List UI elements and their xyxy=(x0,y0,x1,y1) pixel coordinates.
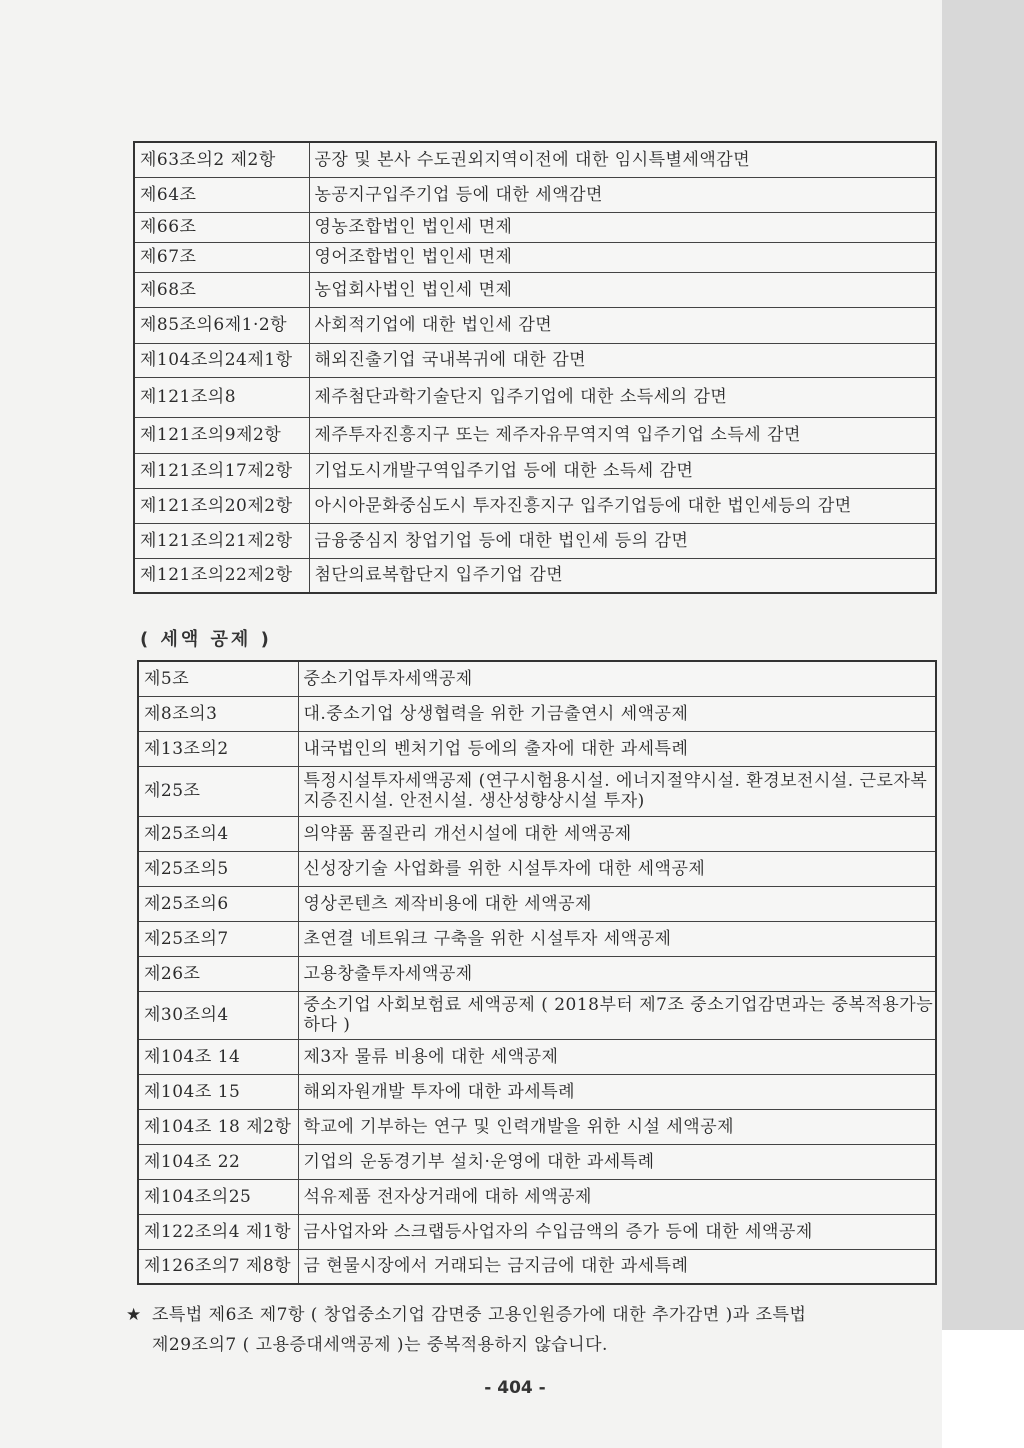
description-cell: 아시아문화중심도시 투자진흥지구 입주기업등에 대한 법인세등의 감면 xyxy=(309,488,936,523)
article-cell: 제68조 xyxy=(134,272,309,307)
description-cell: 내국법인의 벤처기업 등에의 출자에 대한 과세특례 xyxy=(298,731,936,766)
description-cell: 의약품 품질관리 개선시설에 대한 세액공제 xyxy=(298,816,936,851)
description-cell: 농공지구입주기업 등에 대한 세액감면 xyxy=(309,177,936,212)
table-row xyxy=(134,488,936,523)
article-cell: 제121조의8 xyxy=(134,377,309,417)
description-cell: 제주첨단과학기술단지 입주기업에 대한 소득세의 감면 xyxy=(309,377,936,417)
article-cell: 제63조의2 제2항 xyxy=(134,142,309,177)
star-icon: ★ xyxy=(126,1305,142,1325)
table-row xyxy=(134,523,936,558)
article-cell: 제104조 22 xyxy=(138,1144,298,1179)
description-cell: 영상콘텐츠 제작비용에 대한 세액공제 xyxy=(298,886,936,921)
footnote-text-1: 조특법 제6조 제7항 ( 창업중소기업 감면중 고용인원증가에 대한 추가감면 )과 조특법 xyxy=(152,1305,807,1325)
article-cell: 제126조의7 제8항 xyxy=(138,1249,298,1284)
table-row xyxy=(138,1179,936,1214)
description-cell: 고용창출투자세액공제 xyxy=(298,956,936,991)
table-row xyxy=(138,1249,936,1284)
article-cell: 제104조의25 xyxy=(138,1179,298,1214)
description-cell: 첨단의료복합단지 입주기업 감면 xyxy=(309,558,936,593)
table-row xyxy=(138,766,936,816)
description-cell: 공장 및 본사 수도권외지역이전에 대한 임시특별세액감면 xyxy=(309,142,936,177)
table-row xyxy=(138,1074,936,1109)
article-cell: 제121조의9제2항 xyxy=(134,417,309,453)
table-row xyxy=(134,142,936,177)
description-cell: 대.중소기업 상생협력을 위한 기금출연시 세액공제 xyxy=(298,696,936,731)
table-row xyxy=(134,272,936,307)
article-cell: 제122조의4 제1항 xyxy=(138,1214,298,1249)
description-cell: 금사업자와 스크랩등사업자의 수입금액의 증가 등에 대한 세액공제 xyxy=(298,1214,936,1249)
table-row xyxy=(138,661,936,696)
footnote-line-1 xyxy=(126,1300,926,1330)
article-cell: 제121조의17제2항 xyxy=(134,453,309,488)
description-cell: 금융중심지 창업기업 등에 대한 법인세 등의 감면 xyxy=(309,523,936,558)
description-cell: 기업의 운동경기부 설치·운영에 대한 과세특례 xyxy=(298,1144,936,1179)
description-cell: 중소기업투자세액공제 xyxy=(298,661,936,696)
article-cell: 제26조 xyxy=(138,956,298,991)
article-cell: 제8조의3 xyxy=(138,696,298,731)
article-cell: 제30조의4 xyxy=(138,991,298,1039)
tax-credit-table xyxy=(137,660,937,1285)
table-row xyxy=(134,242,936,272)
table-row xyxy=(138,1039,936,1074)
article-cell: 제104조 15 xyxy=(138,1074,298,1109)
article-cell: 제104조의24제1항 xyxy=(134,343,309,377)
article-cell: 제66조 xyxy=(134,212,309,242)
table-row xyxy=(134,558,936,593)
article-cell: 제121조의20제2항 xyxy=(134,488,309,523)
tax-reduction-table xyxy=(133,141,937,594)
table-row xyxy=(134,417,936,453)
description-cell: 사회적기업에 대한 법인세 감면 xyxy=(309,307,936,343)
article-cell: 제25조의5 xyxy=(138,851,298,886)
article-cell: 제25조의4 xyxy=(138,816,298,851)
table-row xyxy=(138,731,936,766)
section-heading-tax-credit: ( 세액 공제 ) xyxy=(140,629,272,650)
description-cell: 기업도시개발구역입주기업 등에 대한 소득세 감면 xyxy=(309,453,936,488)
table-row xyxy=(134,343,936,377)
article-cell: 제25조의7 xyxy=(138,921,298,956)
article-cell: 제13조의2 xyxy=(138,731,298,766)
description-cell: 영농조합법인 법인세 면제 xyxy=(309,212,936,242)
description-cell: 신성장기술 사업화를 위한 시설투자에 대한 세액공제 xyxy=(298,851,936,886)
article-cell: 제104조 18 제2항 xyxy=(138,1109,298,1144)
table-row xyxy=(138,1109,936,1144)
page-edge xyxy=(942,0,1024,1330)
article-cell: 제64조 xyxy=(134,177,309,212)
description-cell: 특정시설투자세액공제 (연구시험용시설. 에너지절약시설. 환경보전시설. 근로자복지증진시설. 안전시설. 생산성향상시설 투자) xyxy=(298,766,936,816)
article-cell: 제121조의21제2항 xyxy=(134,523,309,558)
article-cell: 제5조 xyxy=(138,661,298,696)
description-cell: 석유제품 전자상거래에 대하 세액공제 xyxy=(298,1179,936,1214)
article-cell: 제67조 xyxy=(134,242,309,272)
table-row xyxy=(138,991,936,1039)
table-row xyxy=(138,921,936,956)
table-row xyxy=(138,816,936,851)
article-cell: 제25조의6 xyxy=(138,886,298,921)
table-row xyxy=(138,1144,936,1179)
article-cell: 제85조의6제1·2항 xyxy=(134,307,309,343)
table-row xyxy=(138,851,936,886)
description-cell: 초연결 네트워크 구축을 위한 시설투자 세액공제 xyxy=(298,921,936,956)
article-cell: 제25조 xyxy=(138,766,298,816)
description-cell: 금 현물시장에서 거래되는 금지금에 대한 과세특례 xyxy=(298,1249,936,1284)
table-row xyxy=(138,886,936,921)
description-cell: 농업회사법인 법인세 면제 xyxy=(309,272,936,307)
description-cell: 제3자 물류 비용에 대한 세액공제 xyxy=(298,1039,936,1074)
description-cell: 해외진출기업 국내복귀에 대한 감면 xyxy=(309,343,936,377)
footnote xyxy=(126,1300,926,1360)
table-row xyxy=(134,453,936,488)
description-cell: 해외자원개발 투자에 대한 과세특례 xyxy=(298,1074,936,1109)
table-row xyxy=(134,212,936,242)
article-cell: 제104조 14 xyxy=(138,1039,298,1074)
footnote-line-2: 제29조의7 ( 고용증대세액공제 )는 중복적용하지 않습니다. xyxy=(152,1335,608,1355)
table-row xyxy=(138,696,936,731)
table-row xyxy=(138,1214,936,1249)
description-cell: 제주투자진흥지구 또는 제주자유무역지역 입주기업 소득세 감면 xyxy=(309,417,936,453)
table-row xyxy=(134,177,936,212)
article-cell: 제121조의22제2항 xyxy=(134,558,309,593)
table-row xyxy=(134,377,936,417)
page-number: - 404 - xyxy=(484,1378,546,1398)
table-row xyxy=(134,307,936,343)
description-cell: 학교에 기부하는 연구 및 인력개발을 위한 시설 세액공제 xyxy=(298,1109,936,1144)
description-cell: 중소기업 사회보험료 세액공제 ( 2018부터 제7조 중소기업감면과는 중복적용가능하다 ) xyxy=(298,991,936,1039)
description-cell: 영어조합법인 법인세 면제 xyxy=(309,242,936,272)
table-row xyxy=(138,956,936,991)
